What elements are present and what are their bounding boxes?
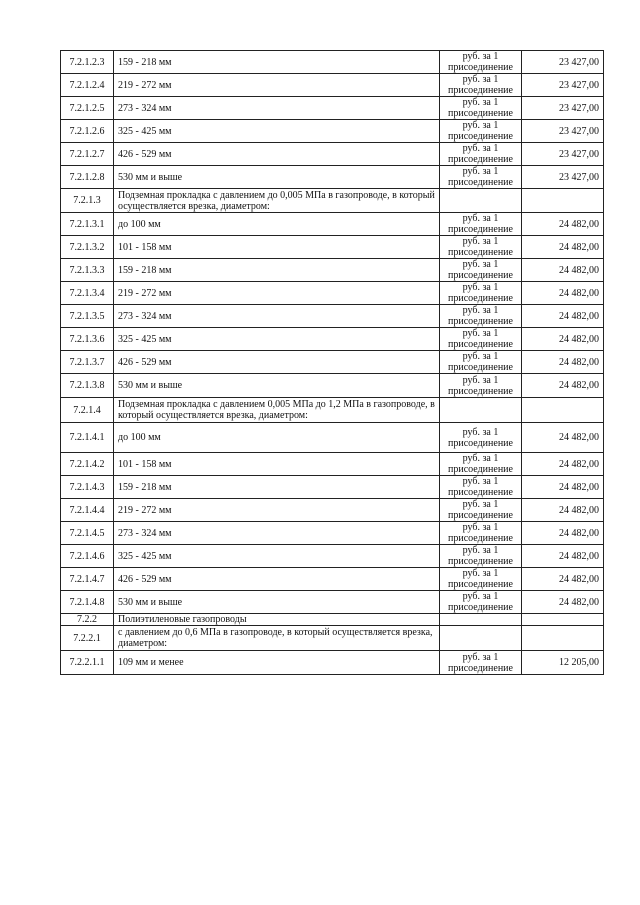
item-code: 7.2.1.4.4 <box>61 499 114 522</box>
price-value: 23 427,00 <box>522 166 604 189</box>
table-row <box>61 591 604 614</box>
tariff-table-body <box>61 51 604 675</box>
item-code: 7.2.1.2.5 <box>61 97 114 120</box>
item-description: 109 мм и менее <box>114 651 440 675</box>
unit-line-1: руб. за 1 <box>462 328 499 339</box>
item-code: 7.2.1.3.5 <box>61 305 114 328</box>
unit-of-measure <box>440 143 522 166</box>
unit-of-measure <box>440 423 522 453</box>
item-description: с давлением до 0,6 МПа в газопроводе, в который осуществляется врезка, диаметром: <box>114 626 440 651</box>
table-row <box>61 476 604 499</box>
price-value: 24 482,00 <box>522 568 604 591</box>
price-value: 24 482,00 <box>522 259 604 282</box>
item-description: до 100 мм <box>114 213 440 236</box>
unit-line-2: присоединение <box>448 62 513 73</box>
unit-line-1: руб. за 1 <box>462 51 499 62</box>
unit-line-1: руб. за 1 <box>462 236 499 247</box>
item-code: 7.2.1.3.4 <box>61 282 114 305</box>
item-description: 219 - 272 мм <box>114 74 440 97</box>
unit-of-measure <box>440 374 522 398</box>
table-row <box>61 328 604 351</box>
price-value: 12 205,00 <box>522 651 604 675</box>
unit-line-1: руб. за 1 <box>462 453 499 464</box>
item-code: 7.2.1.4.2 <box>61 453 114 476</box>
table-row <box>61 626 604 651</box>
item-code: 7.2.2.1.1 <box>61 651 114 675</box>
item-description: 159 - 218 мм <box>114 259 440 282</box>
unit-line-1: руб. за 1 <box>462 213 499 224</box>
item-description: 159 - 218 мм <box>114 476 440 499</box>
table-row <box>61 213 604 236</box>
unit-of-measure <box>440 74 522 97</box>
item-description: Подземная прокладка с давлением до 0,005 МПа в газопроводе, в который осуществляется врезка, диаметром: <box>114 189 440 213</box>
unit-line-1: руб. за 1 <box>462 374 499 386</box>
price-value: 24 482,00 <box>522 476 604 499</box>
unit-line-1: руб. за 1 <box>462 351 499 362</box>
unit-of-measure <box>440 213 522 236</box>
unit-of-measure <box>440 189 522 213</box>
unit-of-measure <box>440 97 522 120</box>
unit-line-1: руб. за 1 <box>462 120 499 131</box>
table-row <box>61 305 604 328</box>
price-value: 24 482,00 <box>522 236 604 259</box>
item-description: 325 - 425 мм <box>114 120 440 143</box>
item-code: 7.2.1.2.3 <box>61 51 114 74</box>
price-value: 24 482,00 <box>522 328 604 351</box>
unit-of-measure <box>440 453 522 476</box>
unit-line-1: руб. за 1 <box>462 591 499 602</box>
item-description: 426 - 529 мм <box>114 143 440 166</box>
item-code: 7.2.1.3.2 <box>61 236 114 259</box>
unit-line-2: присоединение <box>448 579 513 590</box>
unit-line-2: присоединение <box>448 487 513 498</box>
table-row <box>61 398 604 423</box>
item-description: 426 - 529 мм <box>114 351 440 374</box>
unit-line-2: присоединение <box>448 339 513 350</box>
unit-of-measure <box>440 476 522 499</box>
item-code: 7.2.1.4.6 <box>61 545 114 568</box>
unit-of-measure <box>440 305 522 328</box>
table-row <box>61 499 604 522</box>
item-description: 273 - 324 мм <box>114 97 440 120</box>
item-description: 426 - 529 мм <box>114 568 440 591</box>
item-code: 7.2.1.3.8 <box>61 374 114 398</box>
item-description: 273 - 324 мм <box>114 305 440 328</box>
unit-of-measure <box>440 120 522 143</box>
price-value <box>522 626 604 651</box>
item-code: 7.2.1.3 <box>61 189 114 213</box>
item-description: 101 - 158 мм <box>114 236 440 259</box>
unit-line-2: присоединение <box>448 85 513 96</box>
tariff-table <box>60 50 604 675</box>
unit-line-2: присоединение <box>448 224 513 235</box>
table-row <box>61 97 604 120</box>
price-value <box>522 189 604 213</box>
unit-of-measure <box>440 499 522 522</box>
price-value: 23 427,00 <box>522 51 604 74</box>
price-value: 24 482,00 <box>522 499 604 522</box>
table-row <box>61 568 604 591</box>
unit-line-1: руб. за 1 <box>462 305 499 316</box>
item-description: Подземная прокладка с давлением 0,005 МПа до 1,2 МПа в газопроводе, в который осуществляется врезка, диаметром: <box>114 398 440 423</box>
table-row <box>61 120 604 143</box>
unit-line-1: руб. за 1 <box>462 259 499 270</box>
price-value: 24 482,00 <box>522 423 604 453</box>
table-row <box>61 259 604 282</box>
unit-of-measure <box>440 522 522 545</box>
unit-line-2: присоединение <box>448 662 513 674</box>
unit-line-2: присоединение <box>448 556 513 567</box>
unit-line-2: присоединение <box>448 247 513 258</box>
table-row <box>61 51 604 74</box>
table-row <box>61 614 604 626</box>
price-value: 24 482,00 <box>522 522 604 545</box>
item-description: 101 - 158 мм <box>114 453 440 476</box>
unit-line-1: руб. за 1 <box>462 568 499 579</box>
unit-line-2: присоединение <box>448 154 513 165</box>
unit-line-2: присоединение <box>448 385 513 397</box>
unit-line-2: присоединение <box>448 437 513 449</box>
price-value <box>522 398 604 423</box>
item-code: 7.2.1.2.7 <box>61 143 114 166</box>
unit-line-1: руб. за 1 <box>462 426 499 438</box>
table-row <box>61 522 604 545</box>
price-value: 24 482,00 <box>522 305 604 328</box>
item-code: 7.2.1.3.1 <box>61 213 114 236</box>
unit-of-measure <box>440 626 522 651</box>
item-description: 325 - 425 мм <box>114 545 440 568</box>
price-value: 24 482,00 <box>522 591 604 614</box>
item-description: 530 мм и выше <box>114 591 440 614</box>
table-row <box>61 374 604 398</box>
item-code: 7.2.2 <box>61 614 114 626</box>
unit-of-measure <box>440 259 522 282</box>
price-value: 24 482,00 <box>522 374 604 398</box>
unit-of-measure <box>440 545 522 568</box>
item-code: 7.2.1.4.8 <box>61 591 114 614</box>
item-code: 7.2.1.4.5 <box>61 522 114 545</box>
unit-line-2: присоединение <box>448 177 513 188</box>
table-row <box>61 651 604 675</box>
item-description: 219 - 272 мм <box>114 499 440 522</box>
table-row <box>61 143 604 166</box>
price-value: 23 427,00 <box>522 143 604 166</box>
price-value: 23 427,00 <box>522 120 604 143</box>
unit-line-2: присоединение <box>448 533 513 544</box>
price-value: 24 482,00 <box>522 213 604 236</box>
item-code: 7.2.1.3.3 <box>61 259 114 282</box>
unit-of-measure <box>440 568 522 591</box>
item-description: 273 - 324 мм <box>114 522 440 545</box>
price-value: 24 482,00 <box>522 351 604 374</box>
unit-line-2: присоединение <box>448 316 513 327</box>
unit-line-1: руб. за 1 <box>462 166 499 177</box>
item-description: 530 мм и выше <box>114 374 440 398</box>
unit-line-2: присоединение <box>448 131 513 142</box>
unit-line-2: присоединение <box>448 464 513 475</box>
table-row <box>61 166 604 189</box>
item-description: до 100 мм <box>114 423 440 453</box>
item-description: 325 - 425 мм <box>114 328 440 351</box>
unit-line-1: руб. за 1 <box>462 143 499 154</box>
unit-line-1: руб. за 1 <box>462 522 499 533</box>
unit-of-measure <box>440 651 522 675</box>
item-code: 7.2.1.2.8 <box>61 166 114 189</box>
table-row <box>61 282 604 305</box>
item-code: 7.2.1.3.6 <box>61 328 114 351</box>
unit-line-1: руб. за 1 <box>462 282 499 293</box>
item-code: 7.2.1.4.7 <box>61 568 114 591</box>
unit-line-2: присоединение <box>448 510 513 521</box>
unit-line-2: присоединение <box>448 362 513 373</box>
price-value: 24 482,00 <box>522 545 604 568</box>
table-row <box>61 453 604 476</box>
unit-of-measure <box>440 591 522 614</box>
item-code: 7.2.1.4.3 <box>61 476 114 499</box>
table-row <box>61 236 604 259</box>
unit-of-measure <box>440 614 522 626</box>
table-row <box>61 189 604 213</box>
unit-of-measure <box>440 236 522 259</box>
unit-line-1: руб. за 1 <box>462 545 499 556</box>
unit-of-measure <box>440 398 522 423</box>
price-value <box>522 614 604 626</box>
unit-line-1: руб. за 1 <box>462 499 499 510</box>
item-code: 7.2.1.3.7 <box>61 351 114 374</box>
unit-of-measure <box>440 51 522 74</box>
unit-line-2: присоединение <box>448 270 513 281</box>
item-code: 7.2.1.4 <box>61 398 114 423</box>
unit-line-1: руб. за 1 <box>462 74 499 85</box>
item-code: 7.2.1.2.4 <box>61 74 114 97</box>
item-description: 159 - 218 мм <box>114 51 440 74</box>
item-description: 219 - 272 мм <box>114 282 440 305</box>
item-code: 7.2.1.2.6 <box>61 120 114 143</box>
item-description: Полиэтиленовые газопроводы <box>114 614 440 626</box>
table-row <box>61 74 604 97</box>
unit-of-measure <box>440 282 522 305</box>
price-value: 23 427,00 <box>522 97 604 120</box>
item-code: 7.2.2.1 <box>61 626 114 651</box>
table-row <box>61 545 604 568</box>
unit-of-measure <box>440 328 522 351</box>
table-row <box>61 423 604 453</box>
item-description: 530 мм и выше <box>114 166 440 189</box>
item-code: 7.2.1.4.1 <box>61 423 114 453</box>
unit-line-2: присоединение <box>448 293 513 304</box>
unit-line-1: руб. за 1 <box>462 651 499 663</box>
table-row <box>61 351 604 374</box>
unit-of-measure <box>440 166 522 189</box>
unit-line-1: руб. за 1 <box>462 97 499 108</box>
unit-of-measure <box>440 351 522 374</box>
unit-line-2: присоединение <box>448 602 513 613</box>
price-value: 24 482,00 <box>522 453 604 476</box>
price-value: 24 482,00 <box>522 282 604 305</box>
unit-line-2: присоединение <box>448 108 513 119</box>
price-value: 23 427,00 <box>522 74 604 97</box>
unit-line-1: руб. за 1 <box>462 476 499 487</box>
